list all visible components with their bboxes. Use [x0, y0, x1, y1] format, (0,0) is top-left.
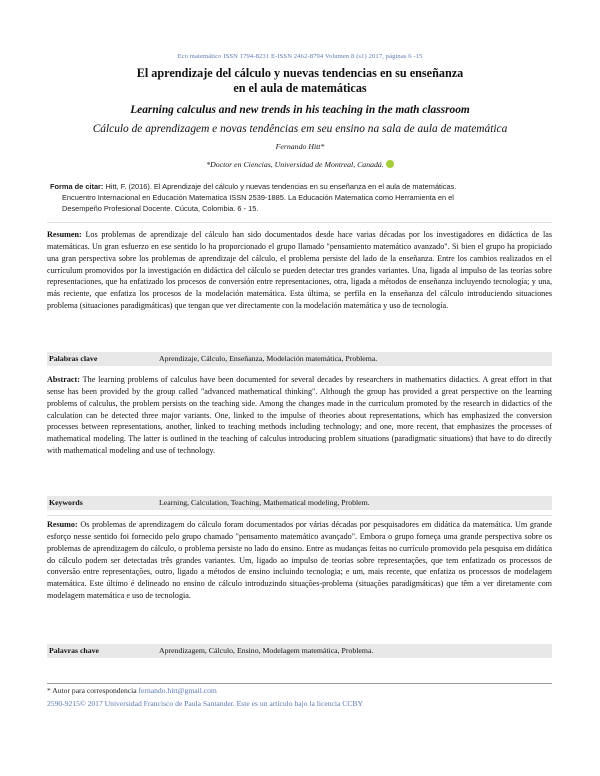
keywords-pt-value: Aprendizagem, Cálculo, Ensino, Modelagem matemática, Problema.: [159, 646, 374, 655]
spanish-title-line2: en el aula de matemáticas: [233, 81, 367, 95]
citation-label: Forma de citar:: [50, 182, 104, 191]
author-name: Fernando Hitt*: [275, 142, 325, 151]
spanish-title: [60, 66, 540, 96]
abstract-paragraph: [47, 374, 552, 457]
correspondence-label: * Autor para correspondencia: [47, 686, 139, 695]
footnote-rule: [47, 683, 552, 684]
abstract-text: The learning problems of calculus have been documented for several decades by researchers in mathematics didactics. A great effort in that sense has been provided by the group called "advanced mathematical thinking". Although the group has provided a great perspective on the learning problems of calculus, the problem persists on the teaching side. Among the changes made in the curriculum promoted by the research in didactics of the calculation can be detected three major variants. One, linked to the impulse of theories about representations, which has emphasized the conversion processes between representations, another, linked to teaching methods including technology; and one, more recent, that emphasizes the processes of mathematical modeling. The latter is outlined in the teaching of calculus introducing problem situations (paradigmatic situations) that have to do directly with mathematical modeling and use of technology.: [47, 375, 552, 456]
citation-line1: [50, 182, 456, 191]
author-email-link[interactable]: fernando.hitt@gmail.com: [138, 686, 217, 695]
abstract-label: Abstract:: [47, 375, 80, 384]
resumen-text: Los problemas de aprendizaje del cálculo han sido documentados desde hace varias décadas por los investigadores en didáctica de las matemáticas. Un gran esfuerzo en ese sentido lo ha proporcionado el grupo llamado "pensamiento matemático avanzado". Si bien el grupo ha propiciado una gran perspectiva sobre los problemas de aprendizaje del cálculo, el problema persiste del lado de la enseñanza. Entre los cambios realizados en el currículum promovidos por la investigación en didáctica del cálculo se pueden detectar tres grandes variantes. Una, ligada al impulso de las teorías sobre representaciones, que ha enfatizado los procesos de conversión entre representaciones, otra, ligada a métodos de enseñanza incluyendo tecnología; y una, más reciente, que enfatiza los procesos de la modelación matemática. Esta última, se perfila en la enseñanza del cálculo introduciendo situaciones problema (situaciones paradigmáticas) que tengan que ver directamente con la modelación matemática y uso de tecnología.: [47, 230, 552, 311]
citation-block: [50, 181, 570, 215]
english-title: Learning calculus and new trends in his teaching in the math classroom: [130, 104, 470, 116]
keywords-pt-bar: [47, 644, 552, 658]
resumen-label: Resumen:: [47, 230, 82, 239]
citation-line3: Desempeño Profesional Docente. Cúcuta, Colombia. 6 - 15.: [62, 204, 259, 214]
resumo-text: Os problemas de aprendizagem do cálculo foram documentados por várias décadas por pesquisadores em didática da matemática. Um grande esforço nesse sentido foi fornecido pelo grupo chamado "pensamento matemático avançado". Embora o grupo forneça uma grande perspectiva sobre os problemas de aprendizagem do cálculo, o problema persiste no lado do ensino. Entre as mudanças feitas no currículo promovido pela pesquisa em didática do cálculo podem ser detectadas três grandes variantes. Um, ligado ao impulso de teorias sobre representações, que tem enfatizado os processos de conversão entre representações, outro, ligado a métodos de ensino incluindo tecnologia; e um, mais recente, que enfatiza os processos de modelagem matemática. Este último é delineado no ensino de cálculo introduzindo situações-problema (situações paradigmáticas) que têm a ver diretamente com modelagem matemática e uso de tecnologia.: [47, 520, 552, 601]
correspondence-note: [47, 686, 217, 695]
keywords-es-label: Palabras clave: [49, 354, 98, 363]
affiliation-text: *Doctor en Ciencias, Universidad de Montreal, Canadá.: [206, 160, 384, 169]
journal-header: Eco matemático ISSN 1794-8231 E-ISSN 2462-8794 Volumen 8 (s1) 2017, páginas 6 -15: [177, 53, 423, 60]
keywords-en-label: Keywords: [49, 498, 83, 507]
keywords-es-bar: [47, 352, 552, 366]
divider: [47, 222, 552, 223]
orcid-icon[interactable]: [386, 160, 394, 168]
portuguese-title: Cálculo de aprendizagem e novas tendências em seu ensino na sala de aula de matemática: [92, 123, 508, 135]
citation-text-1: Hitt, F. (2016). El Aprendizaje del cálculo y nuevas tendencias en su enseñanza en el aula de matemáticas.: [103, 182, 457, 191]
citation-line2: Encuentro Internacional en Educación Matematica ISSN 2539-1885. La Educación Matematica como Herramienta en el: [62, 193, 454, 203]
keywords-pt-label: Palavras chave: [49, 646, 100, 655]
spanish-title-line1: El aprendizaje del cálculo y nuevas tendencias en su enseñanza: [136, 66, 464, 80]
author-affiliation: [0, 160, 600, 169]
license-note[interactable]: 2590-9215© 2017 Universidad Francisco de Paula Santander. Este es un artículo bajo la licencia CCBY: [47, 699, 363, 708]
resumo-paragraph: [47, 519, 552, 602]
keywords-en-bar: [47, 496, 552, 510]
divider: [47, 515, 552, 516]
resumen-paragraph: [47, 229, 552, 312]
resumo-label: Resumo:: [47, 520, 78, 529]
keywords-en-value: Learning, Calculation, Teaching, Mathematical modeling, Problem.: [159, 498, 370, 507]
keywords-es-value: Aprendizaje, Cálculo, Enseñanza, Modelación matemática, Problema.: [159, 354, 378, 363]
